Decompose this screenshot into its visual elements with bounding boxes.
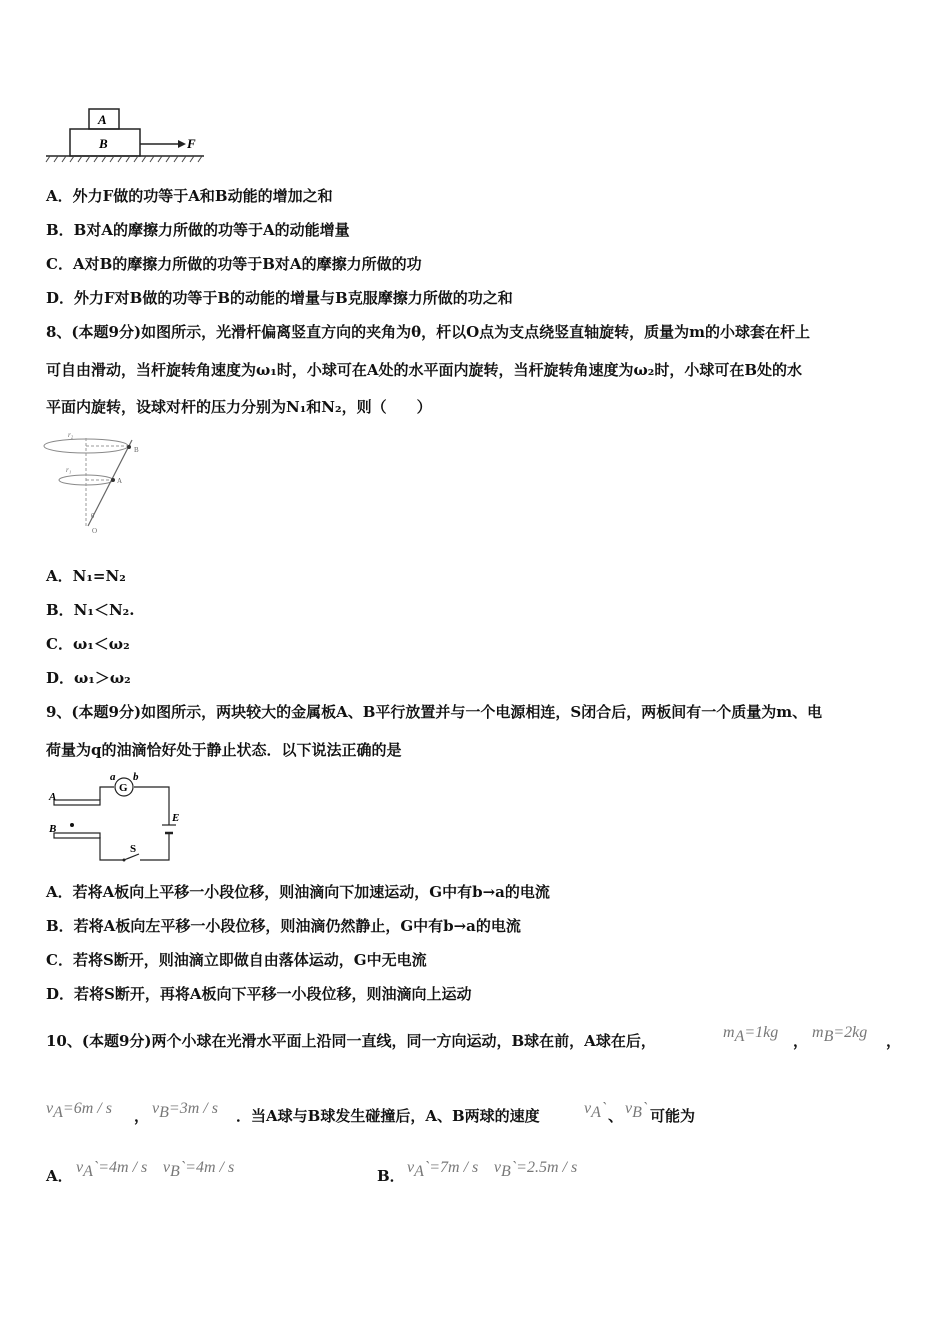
q10-stem-start: 10、(本题9分)两个小球在光滑水平面上沿同一直线，同一方向运动，B球在前，A球在后， (46, 1032, 656, 1050)
ground-hatch (46, 156, 202, 162)
q9-option-a: A．若将A板向上平移一小段位移，则油滴向下加速运动，G中有b→a的电流 (46, 883, 550, 901)
q7-option-a: A．外力F做的功等于A和B动能的增加之和 (46, 187, 333, 205)
q10-stem-end-2: 可能为 (650, 1107, 696, 1125)
svg-text:S: S (130, 843, 137, 855)
svg-text:A: A (117, 477, 123, 485)
q10-stem-end-1: ．当A球与B球发生碰撞后，A、B两球的速度 (236, 1107, 540, 1125)
block-b-label: B (99, 136, 108, 151)
plate-b (54, 833, 100, 838)
q10-mass-b: $m_B=2kg$ (812, 1024, 868, 1045)
q10-comma-3: ， (134, 1107, 150, 1125)
q9-option-b: B．若将A板向左平移一小段位移，则油滴仍然静止，G中有b→a的电流 (46, 917, 521, 935)
q10-option-b-value: $v_A`=7m / s$ $v_B`=2.5m / s$ (407, 1159, 578, 1180)
q9-option-d: D．若将S断开，再将A板向下平移一小段位移，则油滴向上运动 (46, 985, 472, 1003)
oil-drop (70, 823, 74, 827)
q7-figure (44, 104, 214, 166)
q10-option-a-label: A． (46, 1167, 73, 1185)
q8-option-b: B．N₁＜N₂. (46, 601, 135, 619)
q8-option-a: A．N₁=N₂ (46, 567, 126, 585)
svg-text:r₁: r₁ (66, 466, 72, 474)
q8-option-d: D．ω₁＞ω₂ (46, 669, 131, 687)
q9-option-c: C．若将S断开，则油滴立即做自由落体运动，G中无电流 (46, 951, 427, 969)
ball-a (111, 478, 115, 482)
svg-text:A: A (49, 791, 57, 803)
block-a-label: A (98, 112, 107, 127)
svg-text:B: B (134, 446, 139, 454)
q10-separator: 、 (608, 1107, 624, 1125)
q7-option-d: D．外力F对B做的功等于B的动能的增量与B克服摩擦力所做的功之和 (46, 289, 513, 307)
svg-text:θ: θ (91, 512, 95, 520)
q8-stem-line-3: 平面内旋转，设球对杆的压力分别为N₁和N₂，则（ ） (46, 398, 432, 416)
q9-stem-line-2: 荷量为q的油滴恰好处于静止状态．以下说法正确的是 (46, 741, 402, 759)
q10-option-a-value: $v_A`=4m / s$ $v_B`=4m / s$ (76, 1159, 235, 1180)
plate-a (54, 800, 100, 805)
q8-option-c: C．ω₁＜ω₂ (46, 635, 130, 653)
q10-mass-a: $m_A=1kg$ (723, 1024, 779, 1045)
q10-velocity-a: $v_A=6m / s$ (46, 1100, 112, 1121)
q7-option-b: B．B对A的摩擦力所做的功等于A的动能增量 (46, 221, 350, 239)
svg-text:b: b (133, 771, 139, 783)
q8-figure (42, 428, 152, 536)
q10-velocity-b: $v_B=3m / s$ (152, 1100, 218, 1121)
svg-text:E: E (172, 812, 180, 824)
svg-text:r₂: r₂ (68, 431, 74, 439)
q10-comma-1: ， (793, 1032, 809, 1050)
svg-text:O: O (92, 527, 98, 535)
svg-text:a: a (110, 771, 116, 783)
q10-velocity-a-prime: $v_A`$ (584, 1100, 607, 1121)
svg-text:G: G (119, 782, 128, 794)
q9-circuit-figure (44, 770, 184, 866)
q9-stem-line-1: 9、(本题9分)如图所示，两块较大的金属板A、B平行放置并与一个电源相连，S闭合后，两板间有一个质量为m、电 (46, 703, 823, 721)
svg-text:B: B (49, 823, 57, 835)
q7-option-c: C．A对B的摩擦力所做的功等于B对A的摩擦力所做的功 (46, 255, 422, 273)
q8-stem-line-2: 可自由滑动，当杆旋转角速度为ω₁时，小球可在A处的水平面内旋转，当杆旋转角速度为ω₂时，小球可在B处的水 (46, 361, 803, 379)
q10-option-b-label: B． (377, 1167, 405, 1185)
q8-stem-line-1: 8、(本题9分)如图所示，光滑杆偏离竖直方向的夹角为θ，杆以O点为支点绕竖直轴旋转，质量为m的小球套在杆上 (46, 323, 811, 341)
q10-comma-2: ， (886, 1032, 902, 1050)
force-label: F (187, 136, 196, 151)
ball-b (127, 445, 131, 449)
q10-velocity-b-prime: $v_B`$ (625, 1100, 648, 1121)
